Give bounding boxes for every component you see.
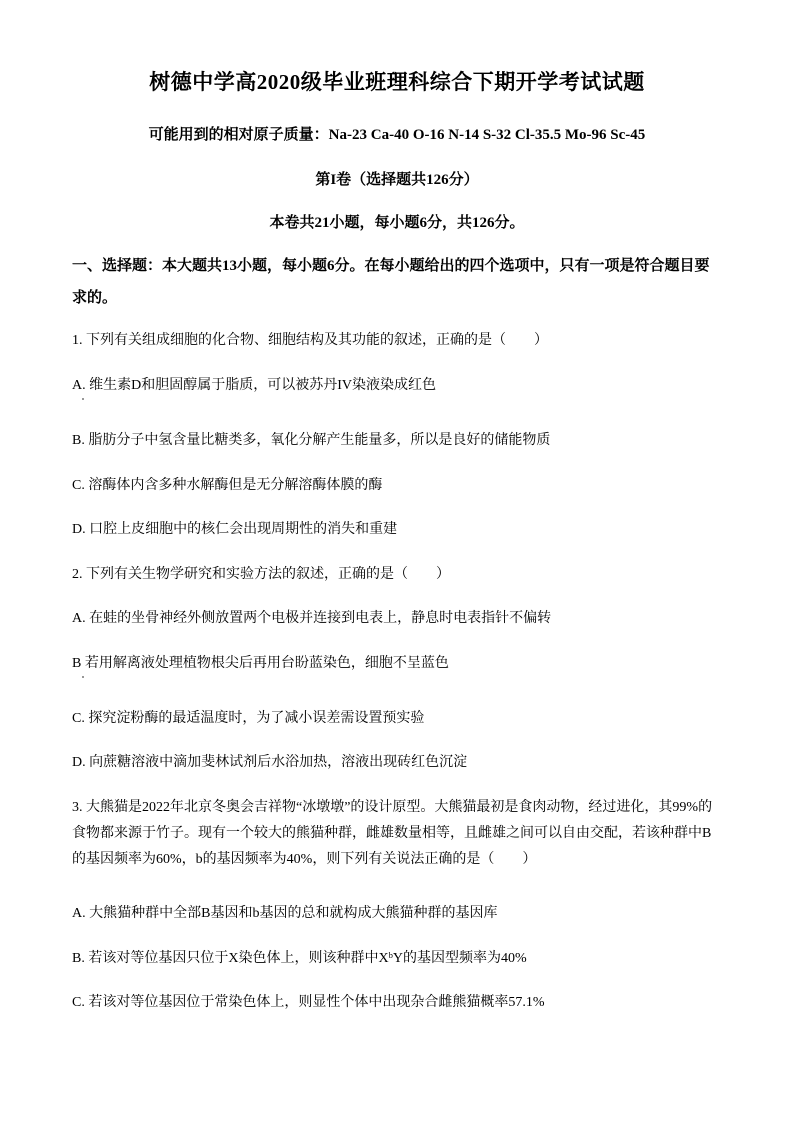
question-2-option-d: D. 向蔗糖溶液中滴加斐林试剂后水浴加热，溶液出现砖红色沉淀	[72, 755, 468, 770]
question-3-option-a: A. 大熊猫种群中全部B基因和b基因的总和就构成大熊猫种群的基因库	[72, 906, 498, 921]
question-1-option-c: C. 溶酶体内含多种水解酶但是无分解溶酶体膜的酶	[72, 478, 383, 493]
section-heading: 一、选择题：本大题共13小题，每小题6分。在每小题给出的四个选项中，只有一项是符合题目要求的。	[72, 258, 710, 306]
exam-title: 树德中学高2020级毕业班理科综合下期开学考试试题	[149, 70, 645, 94]
question-1-stem: 1. 下列有关组成细胞的化合物、细胞结构及其功能的叙述，正确的是（ ）	[72, 333, 548, 348]
question-2-option-c: C. 探究淀粉酶的最适温度时，为了减小误差需设置预实验	[72, 711, 425, 726]
question-1-option-d: D. 口腔上皮细胞中的核仁会出现周期性的消失和重建	[72, 522, 398, 537]
question-3-stem: 3. 大熊猫是2022年北京冬奥会吉祥物“冰墩墩”的设计原型。大熊猫最初是食肉动物，经过进化，其99%的食物都来源于竹子。现有一个较大的熊猫种群，雌雄数量相等，且雌雄之间可以自由交配，若该种群中B的基因频率为60%，b的基因频率为40%，则下列有关说法正确的是（ ）	[72, 800, 713, 867]
question-2-option-b: B 若用解离液处理植物根尖后再用台盼蓝染色，细胞不呈蓝色	[72, 656, 449, 671]
question-1-option-a: A. 维生素D和胆固醇属于脂质，可以被苏丹IV染液染成红色	[72, 378, 436, 393]
volume-note: 本卷共21小题，每小题6分，共126分。	[269, 215, 525, 231]
scan-dot	[82, 398, 84, 400]
question-1-option-b: B. 脂肪分子中氢含量比糖类多，氧化分解产生能量多，所以是良好的储能物质	[72, 433, 551, 448]
question-3-option-b: B. 若该对等位基因只位于X染色体上，则该种群中XᵇY的基因型频率为40%	[72, 951, 527, 966]
question-2-stem: 2. 下列有关生物学研究和实验方法的叙述，正确的是（ ）	[72, 567, 450, 582]
question-3-option-c: C. 若该对等位基因位于常染色体上，则显性个体中出现杂合雌熊猫概率57.1%	[72, 995, 545, 1010]
atomic-masses-line: 可能用到的相对原子质量：Na-23 Ca-40 O-16 N-14 S-32 Cl-35.5 Mo-96 Sc-45	[148, 127, 646, 143]
question-2-option-a: A. 在蛙的坐骨神经外侧放置两个电极并连接到电表上，静息时电表指针不偏转	[72, 611, 552, 626]
scan-dot	[82, 676, 84, 678]
volume-heading: 第I卷（选择题共126分）	[315, 172, 479, 188]
